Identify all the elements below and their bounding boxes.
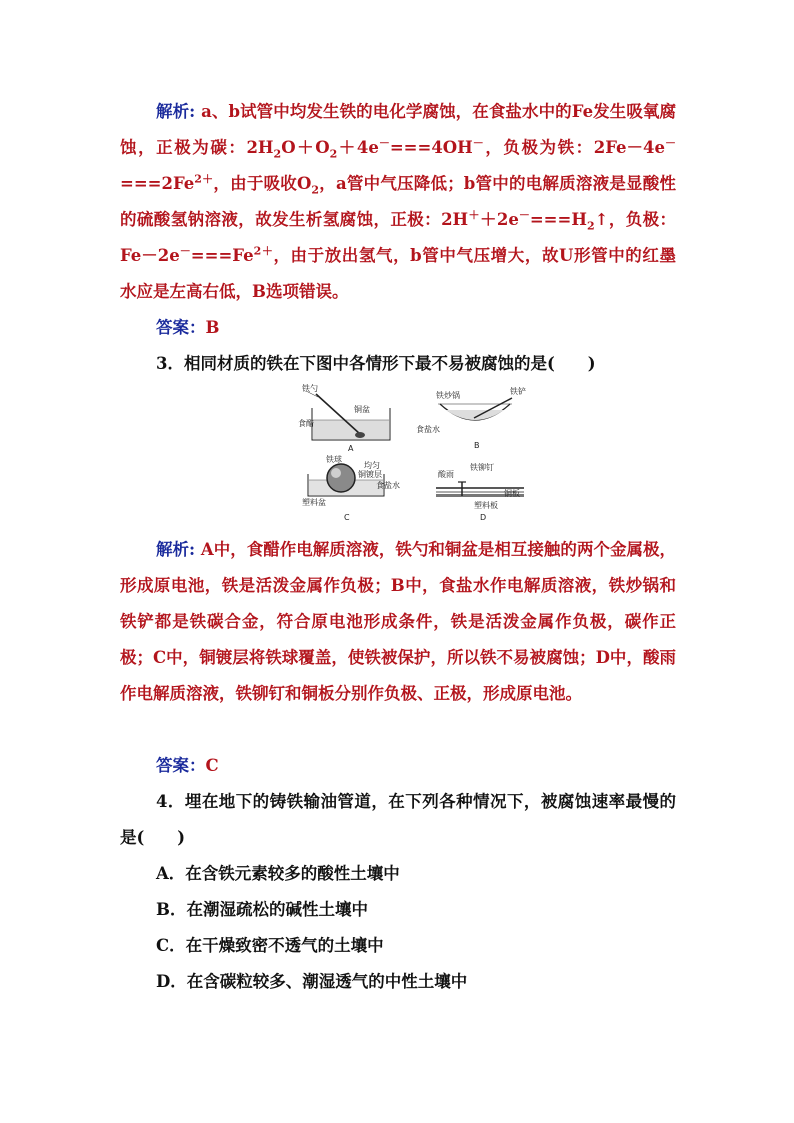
label-iron-ball: 铁球 xyxy=(326,455,342,464)
label-copper-plate: 铜板 xyxy=(504,489,520,498)
label-iron-rivet: 铁铆钉 xyxy=(470,463,494,472)
option-c[interactable]: C．在干燥致密不透气的土壤中 xyxy=(156,936,384,955)
label-salt-water-b: 食盐水 xyxy=(416,425,440,434)
caption-b: B xyxy=(474,441,480,450)
corrosion-figure xyxy=(298,384,530,524)
question-4: 4．埋在地下的铸铁输油管道，在下列各种情况下，被腐蚀速率最慢的是( ) xyxy=(120,792,676,847)
figure-d xyxy=(436,462,524,522)
label-salt-water-c: 食盐水 xyxy=(376,481,400,490)
label-acid-rain: 酸雨 xyxy=(438,470,454,479)
answer-value: C xyxy=(205,756,219,775)
analysis-2: 解析: A中，食醋作电解质溶液，铁勺和铜盆是相互接触的两个金属极，形成原电池，铁是活泼金属作负极；B中，食盐水作电解质溶液，铁炒锅和铁铲都是铁碳合金，符合原电池形成条件，铁是活泼金属作负极，碳作正极；C中，铜镀层将铁球覆盖，使铁被保护，所以铁不易被腐蚀；D中，酸雨作电解质溶液，铁铆钉和铜板分别作负极、正极，形成原电池。 xyxy=(120,540,677,703)
caption-c: C xyxy=(344,513,350,522)
label-plastic-basin: 塑料盆 xyxy=(302,498,326,507)
label-vinegar: 食醋 xyxy=(298,419,314,428)
analysis-1: 解析: a、b试管中均发生铁的电化学腐蚀，在食盐水中的Fe发生吸氧腐蚀，正极为碳：$2H_2O+O_2+4e^-===4OH^-$，负极为铁：$2Fe-4e^-===2Fe^{2+}$，由于吸收$O_2$，a管中气压降低；b管中的电解质溶液是显酸性的硫酸氢钠溶液，故发生析氢腐蚀，正极：$2H^++2e^-===H_2↑$，负极：$Fe-2e^-===Fe^{2+}$，由于放出氢气，b管中气压增大，故U形管中的红墨水应是左高右低，B选项错误。 xyxy=(120,102,677,301)
option-a[interactable]: A．在含铁元素较多的酸性土壤中 xyxy=(156,864,400,883)
question-3: 3．相同材质的铁在下图中各情形下最不易被腐蚀的是( ) xyxy=(156,354,596,373)
answer-label: 答案 xyxy=(156,756,189,775)
caption-a: A xyxy=(348,444,354,453)
caption-d: D xyxy=(480,513,487,522)
label-copper-coating: 铜镀层 xyxy=(358,470,382,479)
answer-2: 答案：C xyxy=(156,756,219,775)
answer-label: 答案 xyxy=(156,318,189,337)
label-iron-wok: 铁炒锅 xyxy=(436,391,460,400)
label-iron-spoon: 铁勺 xyxy=(302,384,318,393)
figure-b xyxy=(416,386,526,450)
answer-1: 答案：B xyxy=(156,318,220,337)
figure-c xyxy=(302,454,400,522)
option-d[interactable]: D．在含碳粒较多、潮湿透气的中性土壤中 xyxy=(156,972,468,991)
label-copper-basin: 铜盆 xyxy=(354,405,370,414)
label-plastic-plate: 塑料板 xyxy=(474,501,498,510)
figure-a xyxy=(298,384,390,453)
analysis-label: 解析 xyxy=(156,102,190,121)
label-iron-shovel: 铁铲 xyxy=(510,387,526,396)
analysis-label: 解析 xyxy=(156,540,190,559)
label-uniform: 均匀 xyxy=(364,461,380,470)
answer-value: B xyxy=(205,318,220,337)
option-b[interactable]: B．在潮湿疏松的碱性土壤中 xyxy=(156,900,368,919)
